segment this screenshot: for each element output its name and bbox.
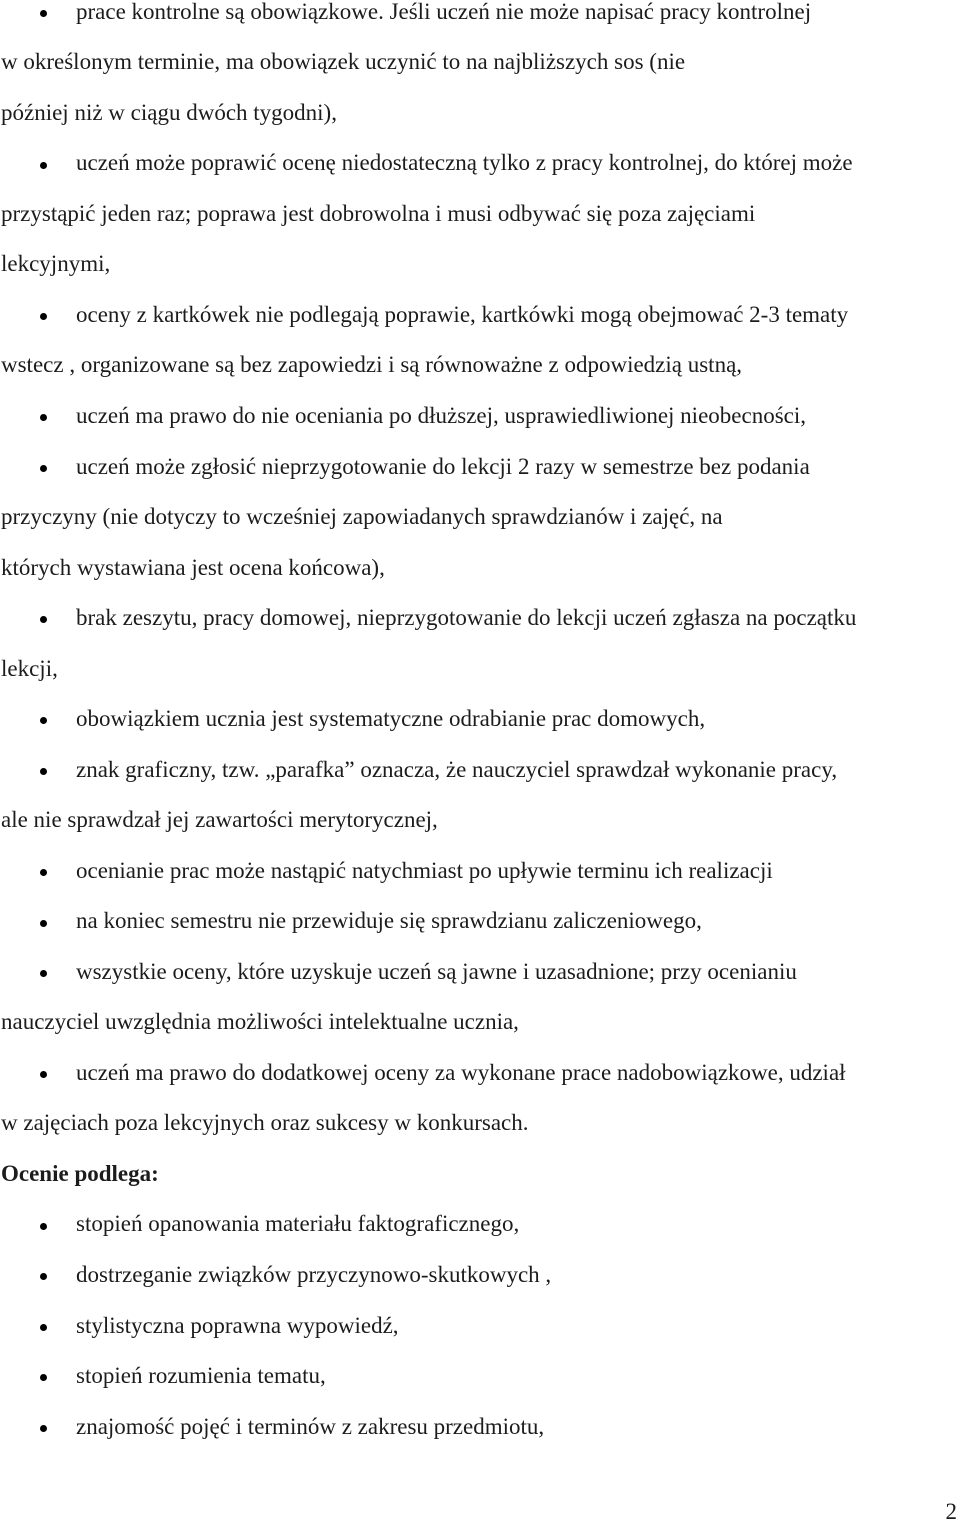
criteria-item [0,1250,960,1301]
list-item-text: obowiązkiem ucznia jest systematyczne odrabianie prac domowych, [76,706,706,732]
list-item-continuation [0,189,960,240]
list-item-continuation [0,88,960,139]
list-item [0,391,960,442]
list-item-continuation [0,795,960,846]
list-item [0,442,960,594]
list-item [0,694,960,745]
bullet-icon [40,1374,47,1381]
criteria-item [0,1351,960,1402]
list-item [0,947,960,1048]
list-item-continuation [0,1098,960,1149]
bullet-icon [40,1425,47,1432]
page-number: 2 [945,1499,957,1524]
list-item-text: przyczyny (nie dotyczy to wcześniej zapowiadanych sprawdzianów i zajęć, na [1,504,723,530]
list-item-text: przystąpić jeden raz; poprawa jest dobrowolna i musi odbywać się poza zajęciami [1,200,756,226]
list-item-continuation [0,239,960,290]
list-item [0,896,960,947]
list-item-text: oceny z kartkówek nie podlegają poprawie, kartkówki mogą obejmować 2-3 tematy [76,301,849,327]
bullet-icon [40,1273,47,1280]
list-item-first-line [0,138,960,189]
list-item-text: uczeń ma prawo do nie oceniania po dłuższej, usprawiedliwionej nieobecności, [76,402,806,428]
section-heading [0,1149,960,1200]
list-item-text: w określonym terminie, ma obowiązek uczynić to na najbliższych sos (nie [1,49,686,75]
criteria-item [0,1301,960,1352]
list-item [0,290,960,391]
criteria-item-text: znajomość pojęć i terminów z zakresu przedmiotu, [76,1413,545,1439]
list-item-first-line [0,1048,960,1099]
list-item-continuation [0,37,960,88]
list-item-text: nauczyciel uwzględnia możliwości intelektualne ucznia, [1,1009,519,1035]
list-item-text: których wystawiana jest ocena końcowa), [1,554,385,580]
criteria-item [0,1199,960,1250]
bullet-icon [40,10,47,17]
criteria-item-text: stopień rozumienia tematu, [76,1363,326,1389]
list-item-text: lekcyjnymi, [1,251,111,277]
list-item-first-line [0,290,960,341]
bullet-icon [40,1324,47,1331]
list-item-text: prace kontrolne są obowiązkowe. Jeśli uczeń nie może napisać pracy kontrolnej [76,0,812,24]
bullet-icon [40,869,47,876]
list-item-text: uczeń może zgłosić nieprzygotowanie do lekcji 2 razy w semestrze bez podania [76,453,810,479]
list-item [0,846,960,897]
list-item-text: wszystkie oceny, które uzyskuje uczeń są jawne i uzasadnione; przy ocenianiu [76,958,797,984]
list-item-text: znak graficzny, tzw. „parafka” oznacza, że nauczyciel sprawdzał wykonanie pracy, [76,756,838,782]
bullet-icon [40,717,47,724]
list-item-continuation [0,492,960,543]
list-item-continuation [0,997,960,1048]
list-item-text: wstecz , organizowane są bez zapowiedzi i są równoważne z odpowiedzią ustną, [1,352,743,378]
list-item-text: brak zeszytu, pracy domowej, nieprzygotowanie do lekcji uczeń zgłasza na początku [76,605,857,631]
bullet-icon [40,414,47,421]
section-heading-text: Ocenie podlega: [1,1160,159,1186]
list-item-first-line [0,896,960,947]
list-item [0,745,960,846]
criteria-item-text: dostrzeganie związków przyczynowo-skutkowych , [76,1262,552,1288]
list-item-first-line [0,391,960,442]
bullet-icon [40,616,47,623]
bullet-icon [40,970,47,977]
bullet-icon [40,162,47,169]
list-item-text: lekcji, [1,655,58,681]
list-item-text: później niż w ciągu dwóch tygodni), [1,99,337,125]
list-item-text: w zajęciach poza lekcyjnych oraz sukcesy w konkursach. [1,1110,529,1136]
list-item-first-line [0,694,960,745]
list-item-text: ocenianie prac może nastąpić natychmiast po upływie terminu ich realizacji [76,857,773,883]
list-item-continuation [0,340,960,391]
list-item [0,0,960,138]
list-item [0,1048,960,1149]
bullet-icon [40,313,47,320]
criteria-item-text: stylistyczna poprawna wypowiedź, [76,1312,399,1338]
list-item-first-line [0,846,960,897]
list-item [0,138,960,290]
bullet-icon [40,1071,47,1078]
list-item-continuation [0,644,960,695]
criteria-list [0,1199,960,1452]
list-item-first-line [0,947,960,998]
list-item-first-line [0,593,960,644]
bullet-icon [40,1223,47,1230]
list-item-first-line [0,0,960,37]
list-item-text: ale nie sprawdzał jej zawartości merytorycznej, [1,807,438,833]
list-item-text: uczeń może poprawić ocenę niedostateczną tylko z pracy kontrolnej, do której może [76,150,853,176]
list-item-continuation [0,543,960,594]
bullet-icon [40,465,47,472]
bullet-icon [40,768,47,775]
list-item-first-line [0,745,960,796]
list-item-text: uczeń ma prawo do dodatkowej oceny za wykonane prace nadobowiązkowe, udział [76,1059,846,1085]
criteria-item-text: stopień opanowania materiału faktograficznego, [76,1211,520,1237]
list-item-text: na koniec semestru nie przewiduje się sprawdzianu zaliczeniowego, [76,908,702,934]
criteria-item [0,1402,960,1453]
bullet-icon [40,920,47,927]
list-item-first-line [0,442,960,493]
list-item [0,593,960,694]
